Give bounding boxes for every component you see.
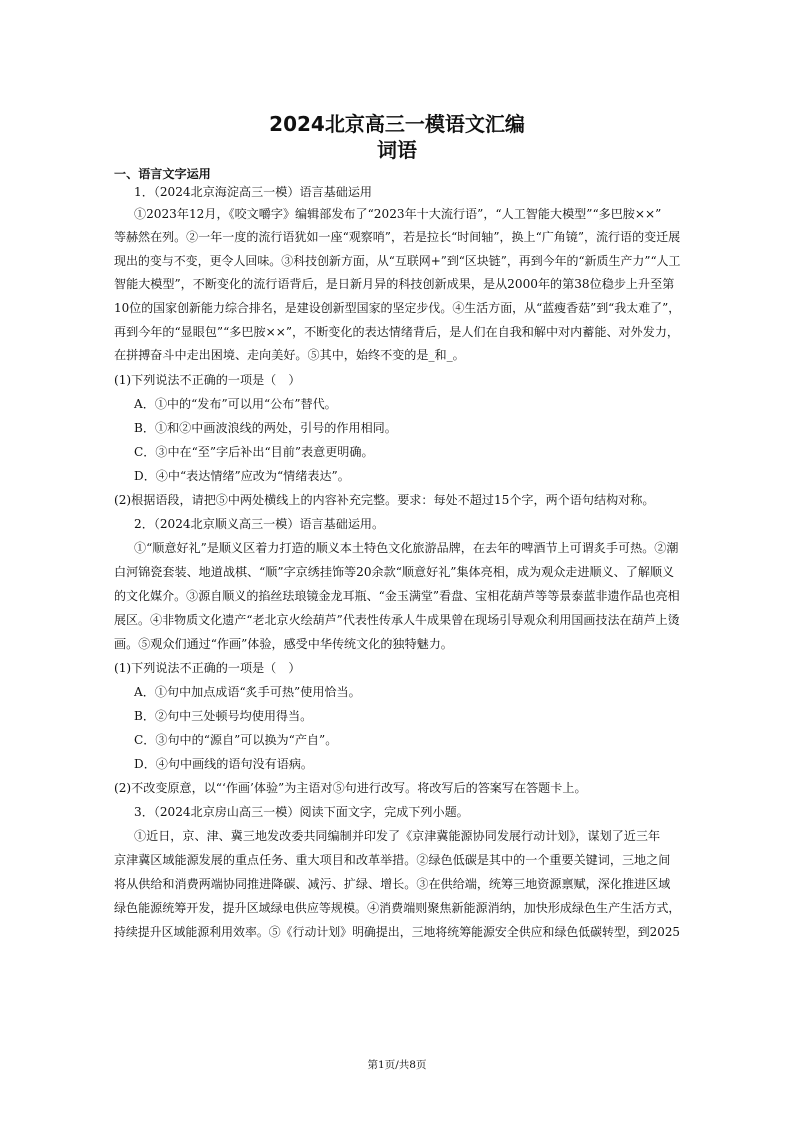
q1-para-line: 现出的变与不变，更令人回味。③科技创新方面，从“互联网+”到“区块链”，再到今年的“新质生产力”“人工 bbox=[114, 254, 681, 268]
q2-header: 2．（2024北京顺义高三一模）语言基础运用。 bbox=[134, 517, 385, 531]
q1-header: 1．（2024北京海淀高三一模）语言基础运用 bbox=[134, 185, 373, 199]
q1-para-line: 在拼搏奋斗中走出困境、走向美好。⑤其中，始终不变的是_和_。 bbox=[114, 348, 465, 362]
q3-para-line: ①近日，京、津、冀三地发改委共同编制并印发了《京津冀能源协同发展行动计划》，谋划了近三年 bbox=[134, 829, 661, 843]
q2-subquestion-1: (1)下列说法不正确的一项是（ ） bbox=[114, 661, 301, 675]
q1-subquestion-2: (2)根据语段，请把⑤中两处横线上的内容补充完整。要求：每处不超过15个字，两个语句结构对称。 bbox=[114, 493, 655, 507]
q1-option-a: A．①中的“发布”可以用“公布”替代。 bbox=[134, 397, 337, 411]
q2-para-line: 白河锦瓷套装、地道战棋、“顺”字京绣挂饰等20余款“顺意好礼”集体亮相，成为观众走进顺义、了解顺义 bbox=[114, 565, 675, 579]
q1-subquestion-1: (1)下列说法不正确的一项是（ ） bbox=[114, 373, 301, 387]
q2-subquestion-2: (2)不改变原意，以“‘作画’体验”为主语对⑤句进行改写。将改写后的答案写在答题卡上。 bbox=[114, 781, 587, 795]
q2-option-a: A．①句中加点成语“炙手可热”使用恰当。 bbox=[134, 685, 361, 699]
q1-option-c: C．③中在“至”字后补出“目前”表意更明确。 bbox=[134, 445, 374, 459]
q3-para-line: 持续提升区域能源利用效率。⑤《行动计划》明确提出，三地将统筹能源安全供应和绿色低碳转型，到2025 bbox=[114, 925, 680, 939]
q1-para-line: 等赫然在列。②一年一度的流行语犹如一座“观察哨”，若是拉长“时间轴”，换上“广角镜”，流行语的变迁展 bbox=[114, 230, 681, 244]
q1-para-line: ①2023年12月，《咬文嚼字》编辑部发布了“2023年十大流行语”，“人工智能大模型”“多巴胺××” bbox=[134, 207, 662, 221]
q3-para-line: 绿色能源统筹开发，提升区域绿电供应等规模。④消费端则聚焦新能源消纳，加快形成绿色生产生活方式， bbox=[114, 901, 681, 915]
q1-para-line: 再到今年的“显眼包”“多巴胺××”，不断变化的表达情绪背后，是人们在自我和解中对内蓄能、对外发力， bbox=[114, 325, 680, 339]
q1-para-line: 智能大模型”，不断变化的流行语背后，是日新月异的科技创新成果，是从2000年的第38位稳步上升至第 bbox=[114, 277, 675, 291]
section-heading: 一、语言文字运用 bbox=[114, 167, 211, 181]
q2-para-line: 画。⑤观众们通过“作画”体验，感受中华传统文化的独特魅力。 bbox=[114, 637, 453, 651]
q3-para-line: 京津冀区域能源发展的重点任务、重大项目和改革举措。②绿色低碳是其中的一个重要关键词，三地之间 bbox=[114, 853, 671, 867]
q2-option-b: B．②句中三处顿号均使用得当。 bbox=[134, 709, 313, 723]
q2-para-line: 展区。④非物质文化遗产“老北京火绘葫芦”代表性传承人牛成果曾在现场引导观众利用国画技法在葫芦上烫 bbox=[114, 613, 680, 627]
q2-option-c: C．③句中的“源自”可以换为“产自”。 bbox=[134, 733, 338, 747]
q2-option-d: D．④句中画线的语句没有语病。 bbox=[134, 757, 314, 771]
q1-para-line: 10位的国家创新能力综合排名，是建设创新型国家的坚定步伐。④生活方面，从“蓝瘦香菇”到“我太难了”， bbox=[114, 301, 681, 315]
q1-option-b: B．①和②中画波浪线的两处，引号的作用相同。 bbox=[134, 421, 397, 435]
document-title: 2024北京高三一模语文汇编 bbox=[269, 112, 525, 136]
q2-para-line: ①“顺意好礼”是顺义区着力打造的顺义本土特色文化旅游品牌，在去年的啤酒节上可谓炙手可热。②潮 bbox=[134, 541, 679, 555]
q3-para-line: 将从供给和消费两端协同推进降碳、减污、扩绿、增长。③在供给端，统筹三地资源禀赋，深化推进区域 bbox=[114, 877, 671, 891]
q1-option-d: D．④中“表达情绪”应改为“情绪表达”。 bbox=[134, 469, 350, 483]
page-footer: 第1页/共8页 bbox=[367, 1059, 427, 1071]
q2-para-line: 的文化媒介。③源自顺义的掐丝珐琅镜金龙耳瓶、“金玉满堂”看盘、宝相花葫芦等等景泰蓝非遗作品也亮相 bbox=[114, 589, 680, 603]
document-subtitle: 词语 bbox=[377, 138, 417, 162]
q3-header: 3．（2024北京房山高三一模）阅读下面文字，完成下列小题。 bbox=[134, 805, 469, 819]
